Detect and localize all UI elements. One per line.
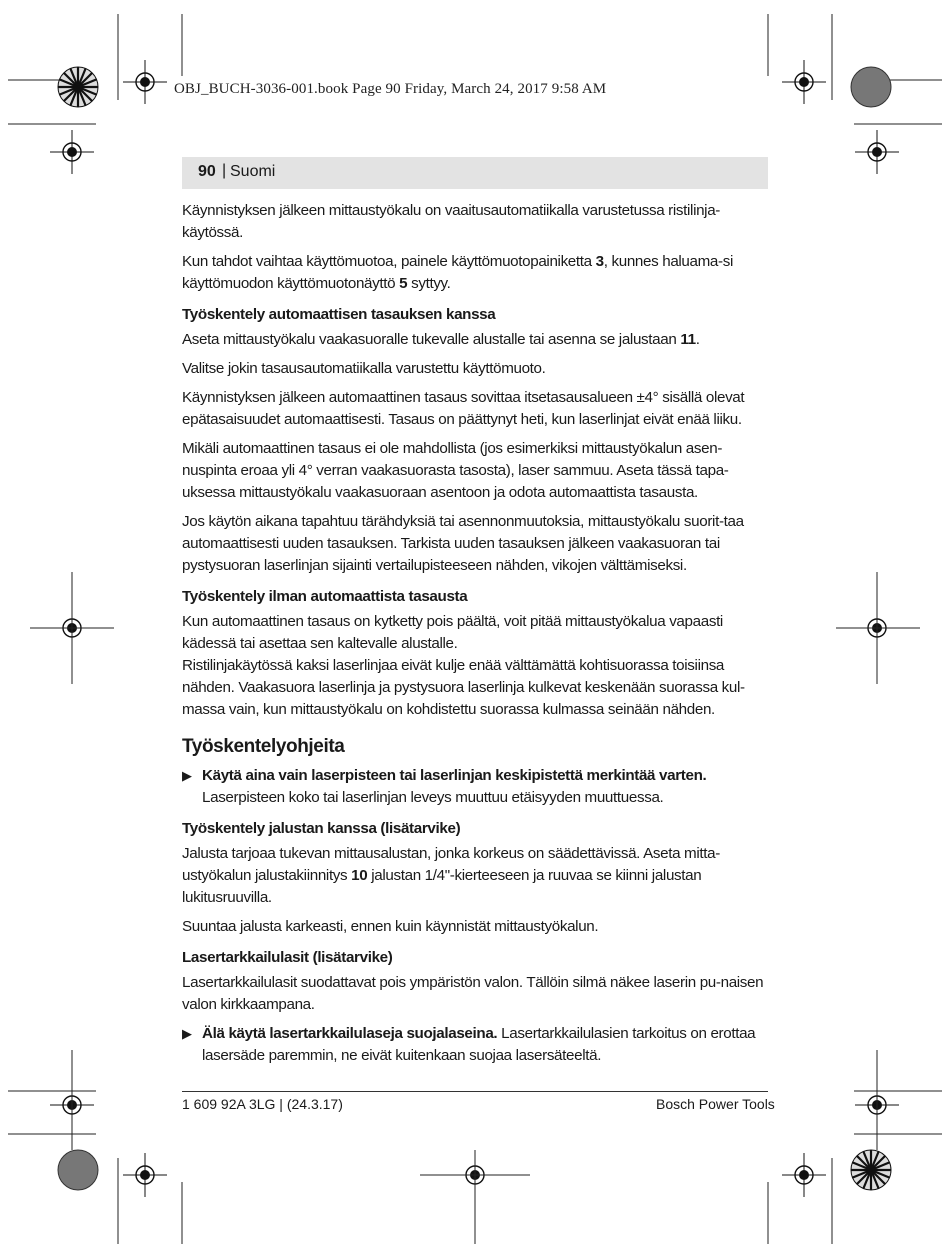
paragraph: Käynnistyksen jälkeen automaattinen tasaus sovittaa itsetasausalueen ±4° sisällä olevat epätasaisuudet automaattisesti. Tasaus on päättynyt heti, kun laserlinjat eivät enää liiku. (182, 389, 745, 428)
footer-brand: Bosch Power Tools (656, 1096, 775, 1112)
running-header (182, 157, 768, 189)
paragraph: Kun tahdot vaihtaa käyttömuotoa, painele käyttömuotopainiketta 3, kunnes haluama-si käyttömuodon käyttömuotonäyttö 5 syttyy. (182, 253, 734, 292)
registration-mark (855, 130, 899, 174)
star-target-mark (851, 1150, 891, 1190)
section-heading: Työskentely jalustan kanssa (lisätarvike) (182, 820, 461, 837)
star-target-mark (58, 67, 98, 107)
paragraph: Jos käytön aikana tapahtuu tärähdyksiä tai asennonmuutoksia, mittaustyökalu suorit-taa automaattisesti uuden tasauksen. Tarkista uuden tasauksen jälkeen vaakasuoran tai pystysuoran laserlinjan sijainti vertailupisteeseen nähden, vikojen välttämiseksi. (182, 513, 744, 574)
print-slug: OBJ_BUCH-3036-001.book Page 90 Friday, March 24, 2017 9:58 AM (174, 81, 607, 97)
footer-rule (182, 1091, 768, 1092)
paragraph: Jalusta tarjoaa tukevan mittausalustan, jonka korkeus on säädettävissä. Aseta mitta-ustyökalun jalustakiinnitys 10 jalustan 1/4"-kierteeseen ja ruuvaa se kiinni jalustan lukitusruuvilla. (182, 845, 720, 906)
body-text (182, 200, 768, 1075)
paragraph: Suuntaa jalusta karkeasti, ennen kuin käynnistät mittaustyökalun. (182, 918, 599, 935)
paragraph: Käynnistyksen jälkeen mittaustyökalu on vaaitusautomatiikalla varustetussa ristilinja-käytössä. (182, 202, 721, 241)
paragraph: Lasertarkkailulasit suodattavat pois ympäristön valon. Tällöin silmä näkee laserin pu-naisen valon kirkkaampana. (182, 974, 764, 1013)
ref-number: 10 (351, 867, 368, 884)
gray-density-patch (851, 67, 891, 107)
registration-mark (782, 60, 826, 104)
triangle-bullet-icon: ▶ (182, 768, 192, 783)
registration-mark (50, 130, 94, 174)
paragraph: Aseta mittaustyökalu vaakasuoralle tukevalle alustalle tai asenna se jalustaan 11. (182, 331, 700, 348)
chapter-heading: Työskentelyohjeita (182, 736, 345, 757)
gray-density-patch (58, 1150, 98, 1190)
footer-doc-number: 1 609 92A 3LG | (24.3.17) (182, 1096, 343, 1112)
paragraph: Valitse jokin tasausautomatiikalla varustettu käyttömuoto. (182, 360, 546, 377)
section-heading: Työskentely ilman automaattista tasausta (182, 588, 468, 605)
header-separator: | (222, 162, 227, 179)
section-heading: Työskentely automaattisen tasauksen kanssa (182, 306, 496, 323)
registration-mark (123, 1153, 167, 1197)
paragraph: Kun automaattinen tasaus on kytketty pois päältä, voit pitää mittaustyökalua vapaasti kädessä tai asettaa sen kaltevalle alustalle. (182, 613, 723, 652)
triangle-bullet-icon: ▶ (182, 1026, 192, 1041)
ref-number: 5 (399, 275, 408, 292)
ref-number: 11 (680, 331, 696, 348)
warning-bullet: ▶ Käytä aina vain laserpisteen tai laserlinjan keskipistettä merkintää varten. Laserpisteen koko tai laserlinjan leveys muuttuu etäisyyden muuttuessa. (182, 767, 707, 806)
page-number: 90 (198, 163, 216, 180)
section-heading: Lasertarkkailulasit (lisätarvike) (182, 949, 393, 966)
ref-number: 3 (595, 253, 604, 270)
paragraph: Mikäli automaattinen tasaus ei ole mahdollista (jos esimerkiksi mittaustyökalun asen-nuspinta eroaa yli 4° verran vaakasuorasta tasosta), laser sammuu. Aseta tässä tapa-uksessa mittaustyökalu vaakasuoraan asentoon ja odota automaattista tasausta. (182, 440, 729, 501)
registration-mark (782, 1153, 826, 1197)
registration-mark (123, 60, 167, 104)
language-label: Suomi (230, 163, 276, 180)
warning-bullet: ▶ Älä käytä lasertarkkailulaseja suojalaseina. Lasertarkkailulasien tarkoitus on erottaa lasersäde paremmin, ne eivät kuitenkaan suojaa lasersäteeltä. (182, 1025, 756, 1064)
paragraph: Ristilinjakäytössä kaksi laserlinjaa eivät kulje enää välttämättä kohtisuorassa toisiinsa nähden. Vaakasuora laserlinja ja pystysuora laserlinja kulkevat keskenään suorassa kul-massa vain, kun mittaustyökalu on kohdistettu suorassa kulmassa seinään nähden. (182, 657, 745, 718)
